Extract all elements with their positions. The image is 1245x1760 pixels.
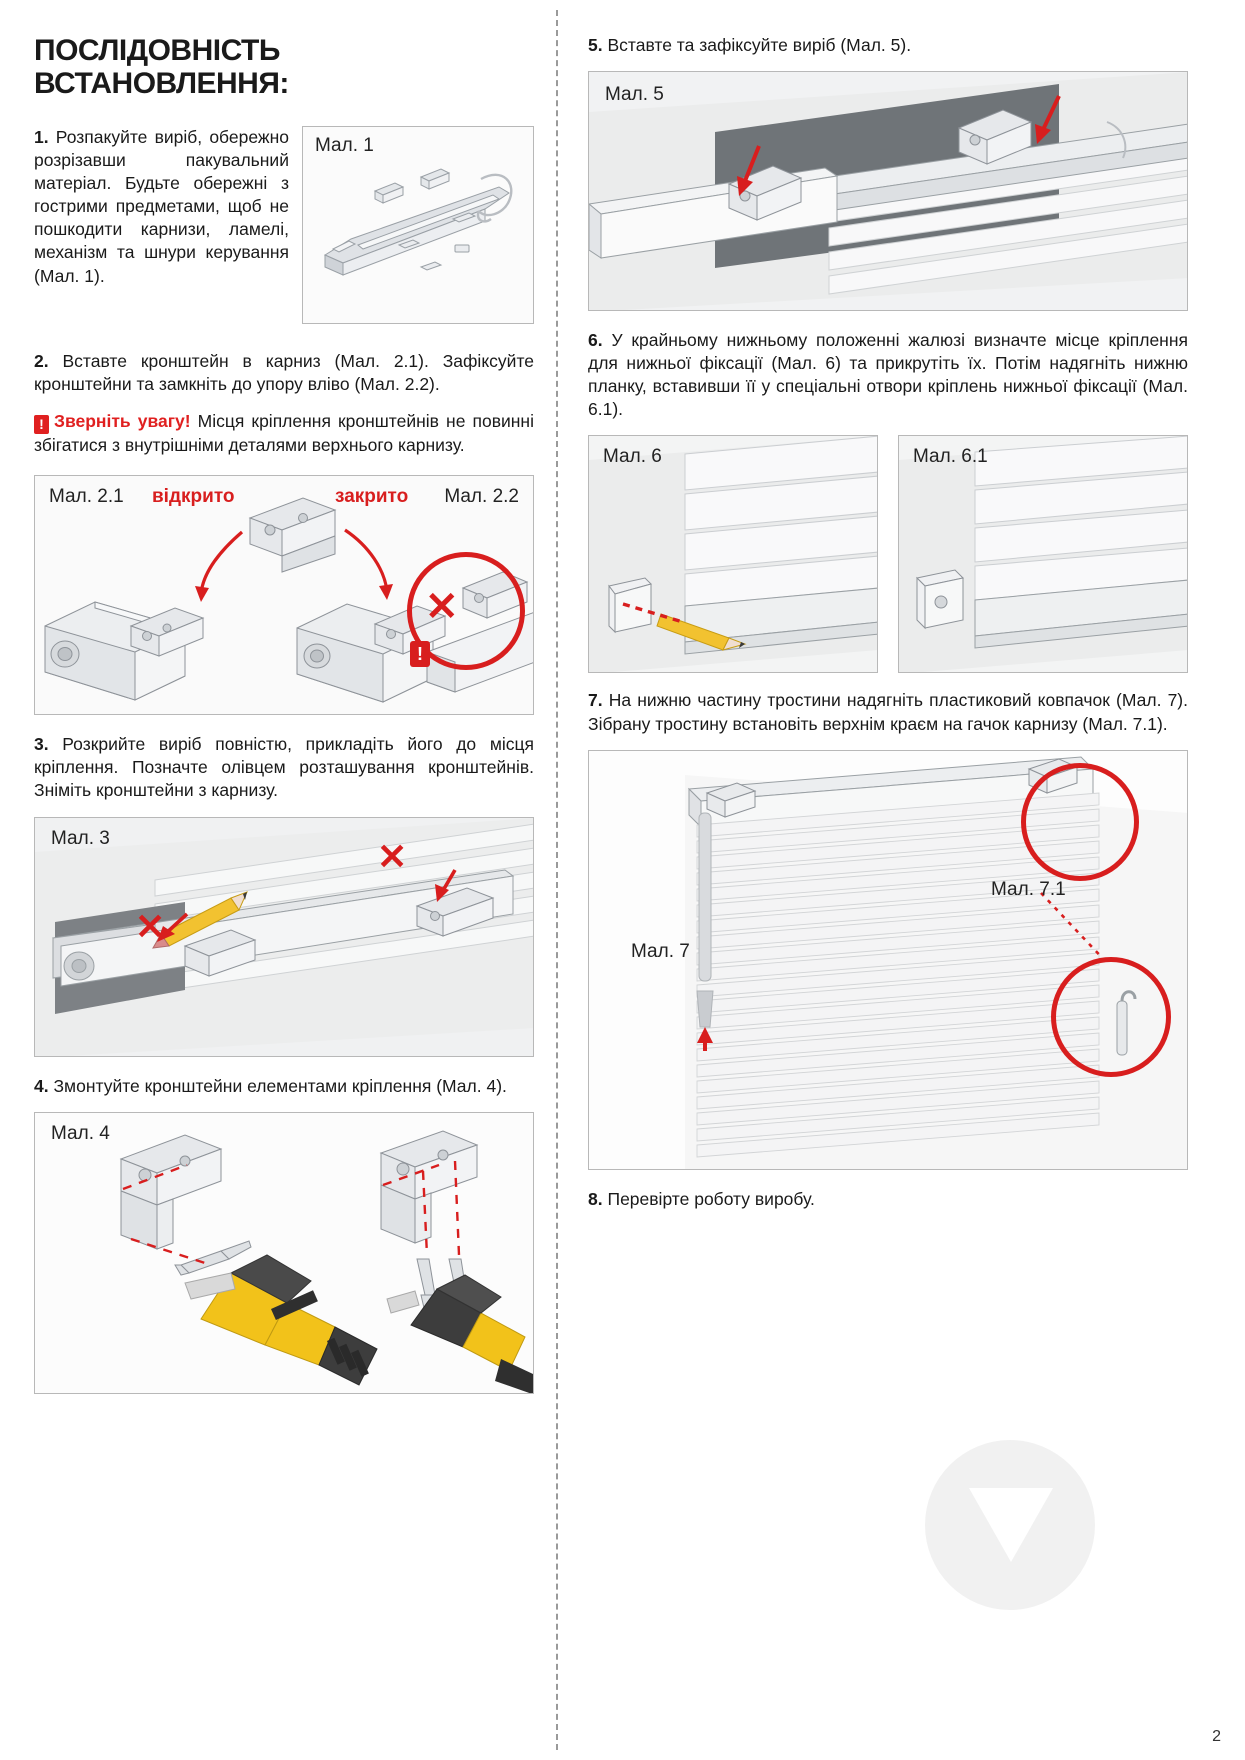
figure-4-label: Мал. 4 — [51, 1122, 110, 1144]
watermark — [925, 1440, 1095, 1610]
figure-5-illustration — [589, 72, 1188, 311]
step-5-text — [588, 34, 1188, 57]
figure-3 — [34, 817, 534, 1057]
step-2-block — [34, 350, 534, 457]
figure-3-illustration — [35, 818, 534, 1057]
step-2-number: 2. — [34, 351, 49, 371]
label-open: відкрито — [152, 486, 235, 508]
figure-7-label: Мал. 7 — [631, 940, 690, 962]
cross-mark-left: ✕ — [135, 905, 166, 947]
page-title: ПОСЛІДОВНІСТЬ ВСТАНОВЛЕННЯ: — [34, 34, 289, 100]
step-6-number: 6. — [588, 330, 603, 351]
figure-6-1-label: Мал. 6.1 — [913, 446, 988, 468]
detail-circle-bottom — [1051, 957, 1171, 1077]
step-4-body: Змонтуйте кронштейни елементами кріплення (Мал. 4). — [53, 1075, 507, 1096]
figure-6-illustration — [589, 436, 878, 673]
step-3-body: Розкрийте виріб повністю, прикладіть його до місця кріплення. Позначте олівцем розташування кронштейнів. Зніміть кронштейни з карнизу. — [34, 734, 534, 801]
left-column — [34, 34, 534, 1412]
figure-2-2-label: Мал. 2.2 — [444, 486, 519, 508]
cross-mark-right: ✕ — [377, 835, 408, 877]
step-2-text — [34, 350, 534, 396]
step-1-number: 1. — [34, 127, 49, 147]
warning-icon: ! — [34, 415, 49, 434]
step-2-body: Вставте кронштейн в карниз (Мал. 2.1). Зафіксуйте кронштейни та замкніть до упору вліво (Мал. 2.2). — [34, 351, 534, 395]
step-2-warning — [34, 410, 534, 457]
figure-1 — [302, 126, 534, 324]
step-5-number: 5. — [588, 35, 603, 55]
figure-7 — [588, 750, 1188, 1170]
step-7-text — [588, 689, 1188, 735]
column-divider — [556, 10, 558, 1750]
step-4-number: 4. — [34, 1075, 49, 1096]
step-6-text — [588, 329, 1188, 421]
figure-2 — [34, 475, 534, 715]
step-6-body: У крайньому нижньому положенні жалюзі визначте місце кріплення для нижньої фіксації (Мал. 6) та прикрутіть їх. Потім надягніть нижню планку, вставивши її у спеціальні отвори кріплень нижньої фіксації (Мал. 6.1). — [588, 330, 1188, 420]
figure-6-row — [588, 435, 1188, 673]
step-3-number: 3. — [34, 734, 49, 755]
figure-5 — [588, 71, 1188, 311]
exclaim-badge: ! — [410, 641, 430, 667]
step-4-text — [34, 1075, 534, 1098]
page-number: 2 — [1212, 1728, 1221, 1745]
label-closed: закрито — [335, 486, 409, 508]
step-5-body: Вставте та зафіксуйте виріб (Мал. 5). — [607, 35, 912, 55]
figure-6-label: Мал. 6 — [603, 446, 662, 468]
figure-6 — [588, 435, 878, 673]
warning-label: Зверніть увагу! — [54, 411, 191, 432]
figure-4 — [34, 1112, 534, 1394]
figure-5-label: Мал. 5 — [605, 84, 664, 106]
step-1-block — [34, 126, 534, 338]
figure-6-1 — [898, 435, 1188, 673]
step-1-text — [34, 126, 289, 288]
step-8-number: 8. — [588, 1188, 603, 1209]
step-1-body: Розпакуйте виріб, обережно розрізавши пакувальний матеріал. Будьте обережні з гострими предметами, щоб не пошкодити карнизи, ламелі, механізм та шнури керування (Мал. 1). — [34, 127, 289, 286]
right-column — [588, 34, 1188, 1225]
figure-2-1-label: Мал. 2.1 — [49, 486, 124, 508]
step-8-text — [588, 1188, 1188, 1211]
figure-4-illustration — [35, 1113, 534, 1394]
step-3-text — [34, 733, 534, 802]
figure-3-label: Мал. 3 — [51, 827, 110, 849]
cross-mark: ✕ — [425, 585, 459, 630]
figure-1-label: Мал. 1 — [315, 135, 374, 156]
step-7-number: 7. — [588, 690, 603, 711]
warning-body: Місця кріплення кронштейнів не повинні збігатися з внутрішніми деталями верхнього карнизу. — [34, 411, 534, 456]
detail-circle-top — [1021, 763, 1139, 881]
figure-6-1-illustration — [899, 436, 1188, 673]
step-7-body: На нижню частину тростини надягніть пластиковий ковпачок (Мал. 7). Зібрану тростину встановіть верхнім краєм на гачок карнизу (Мал. 7.1). — [588, 690, 1188, 734]
figure-7-1-label: Мал. 7.1 — [991, 878, 1066, 900]
step-8-body: Перевірте роботу виробу. — [607, 1188, 815, 1209]
